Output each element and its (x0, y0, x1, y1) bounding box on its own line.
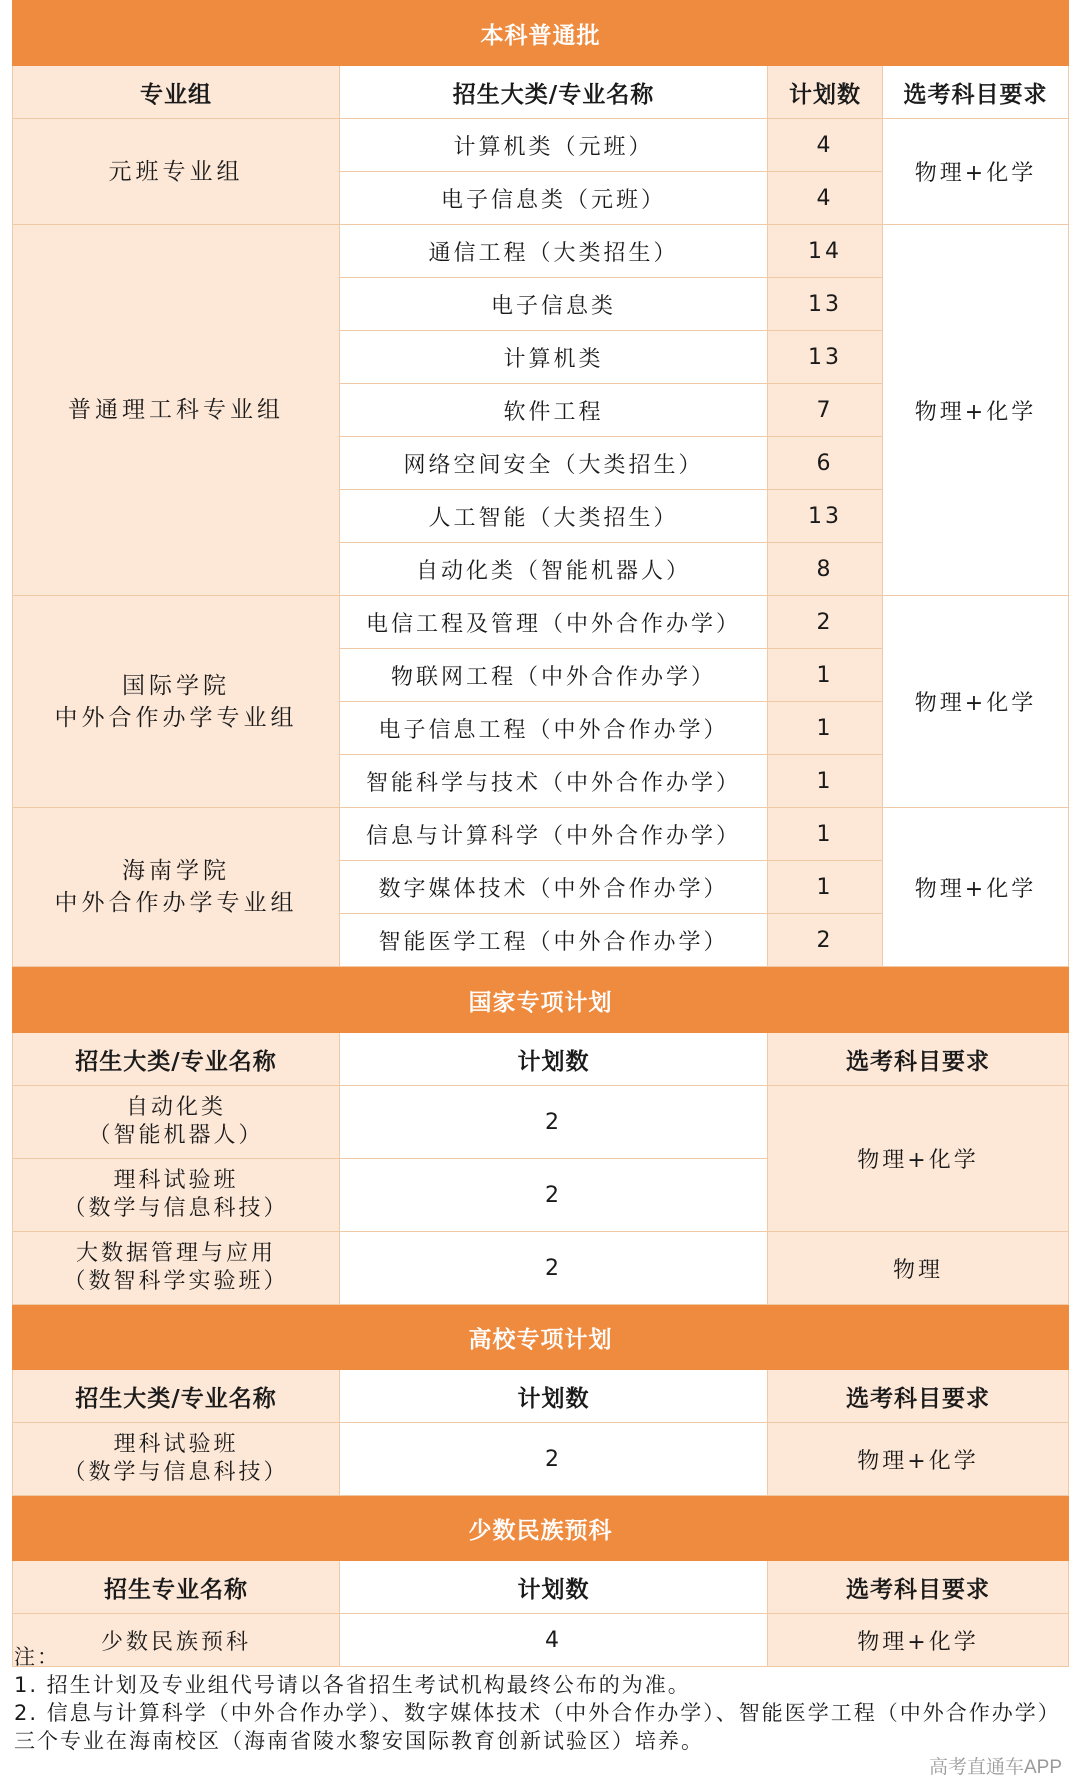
major-name-line: （数智科学实验班） (63, 1269, 289, 1294)
header-subject: 选考科目要求 (883, 66, 1069, 119)
plan-count: 4 (768, 119, 883, 172)
group-name: 元班专业组 (13, 119, 340, 225)
subject-requirement: 物理+化学 (883, 119, 1069, 225)
major-name: 计算机类（元班） (340, 119, 768, 172)
plan-count: 1 (768, 755, 883, 808)
plan-count: 8 (768, 543, 883, 596)
major-name: 电子信息类 (340, 278, 768, 331)
plan-count: 2 (340, 1086, 768, 1159)
subject-requirement: 物理+化学 (768, 1086, 1069, 1232)
plan-count: 4 (768, 172, 883, 225)
plan-count: 2 (768, 914, 883, 967)
major-name: 自动化类（智能机器人） (340, 543, 768, 596)
subject-requirement: 物理+化学 (768, 1614, 1069, 1667)
plan-count: 6 (768, 437, 883, 490)
header-plan: 计划数 (768, 66, 883, 119)
plan-count: 1 (768, 702, 883, 755)
plan-count: 1 (768, 861, 883, 914)
group-name-line: 国际学院 (122, 672, 230, 699)
plan-count: 2 (768, 596, 883, 649)
major-name (13, 1086, 340, 1159)
national-plan-table (12, 967, 1069, 1667)
notes-label: 注： (14, 1645, 60, 1669)
group-name-line: 中外合作办学专业组 (54, 890, 298, 916)
notes-block (14, 1643, 1064, 1755)
major-name-line: 自动化类 (125, 1095, 226, 1120)
plan-count: 2 (340, 1232, 768, 1305)
major-name (13, 1159, 340, 1232)
header-plan: 计划数 (340, 1370, 768, 1423)
major-name: 智能科学与技术（中外合作办学） (340, 755, 768, 808)
major-name: 人工智能（大类招生） (340, 490, 768, 543)
header-major: 招生大类/专业名称 (340, 66, 768, 119)
group-name (13, 596, 340, 808)
header-group: 专业组 (13, 66, 340, 119)
major-name: 电子信息类（元班） (340, 172, 768, 225)
subject-requirement: 物理 (768, 1232, 1069, 1305)
plan-count: 13 (768, 490, 883, 543)
subject-requirement: 物理+化学 (768, 1423, 1069, 1496)
major-name (13, 1423, 340, 1496)
major-name: 少数民族预科 (13, 1614, 340, 1667)
major-name-line: （智能机器人） (88, 1123, 264, 1148)
subject-requirement: 物理+化学 (883, 225, 1069, 596)
major-name-line: 大数据管理与应用 (75, 1241, 276, 1266)
plan-count: 7 (768, 384, 883, 437)
subject-requirement: 物理+化学 (883, 808, 1069, 967)
section-title-national: 国家专项计划 (13, 968, 1069, 1033)
plan-count: 14 (768, 225, 883, 278)
note-line-1: 1. 招生计划及专业组代号请以各省招生考试机构最终公布的为准。 (14, 1673, 691, 1697)
group-name (13, 808, 340, 967)
header-major: 招生大类/专业名称 (13, 1033, 340, 1086)
header-plan: 计划数 (340, 1033, 768, 1086)
plan-count: 2 (340, 1159, 768, 1232)
group-name-line: 海南学院 (122, 858, 230, 884)
major-name: 通信工程（大类招生） (340, 225, 768, 278)
note-line-2: 2. 信息与计算科学（中外合作办学）、数字媒体技术（中外合作办学）、智能医学工程（中外合作办学）三个专业在海南校区（海南省陵水黎安国际教育创新试验区）培养。 (14, 1701, 1061, 1753)
major-name: 电信工程及管理（中外合作办学） (340, 596, 768, 649)
major-name: 网络空间安全（大类招生） (340, 437, 768, 490)
major-name: 信息与计算科学（中外合作办学） (340, 808, 768, 861)
admission-plan-table (12, 0, 1069, 967)
major-name-line: （数学与信息科技） (63, 1196, 289, 1221)
header-subject: 选考科目要求 (768, 1370, 1069, 1423)
major-name: 智能医学工程（中外合作办学） (340, 914, 768, 967)
section-title-minority: 少数民族预科 (13, 1496, 1069, 1561)
section-title-university: 高校专项计划 (13, 1305, 1069, 1370)
group-name: 普通理工科专业组 (13, 225, 340, 596)
major-name-line: 理科试验班 (113, 1432, 239, 1457)
section-title-regular: 本科普通批 (13, 1, 1069, 66)
major-name-line: （数学与信息科技） (63, 1460, 289, 1485)
admission-plan-table-wrapper (12, 0, 1068, 1667)
major-name: 计算机类 (340, 331, 768, 384)
major-name-line: 理科试验班 (113, 1168, 239, 1193)
plan-count: 13 (768, 331, 883, 384)
plan-count: 1 (768, 808, 883, 861)
header-major: 招生大类/专业名称 (13, 1370, 340, 1423)
plan-count: 2 (340, 1423, 768, 1496)
major-name: 软件工程 (340, 384, 768, 437)
header-major: 招生专业名称 (13, 1561, 340, 1614)
major-name: 数字媒体技术（中外合作办学） (340, 861, 768, 914)
header-subject: 选考科目要求 (768, 1561, 1069, 1614)
plan-count: 13 (768, 278, 883, 331)
header-subject: 选考科目要求 (768, 1033, 1069, 1086)
header-plan: 计划数 (340, 1561, 768, 1614)
group-name-line: 中外合作办学专业组 (54, 704, 298, 731)
plan-count: 1 (768, 649, 883, 702)
major-name (13, 1232, 340, 1305)
watermark: 高考直通车APP (928, 1757, 1062, 1778)
major-name: 电子信息工程（中外合作办学） (340, 702, 768, 755)
plan-count: 4 (340, 1614, 768, 1667)
major-name: 物联网工程（中外合作办学） (340, 649, 768, 702)
subject-requirement: 物理+化学 (883, 596, 1069, 808)
